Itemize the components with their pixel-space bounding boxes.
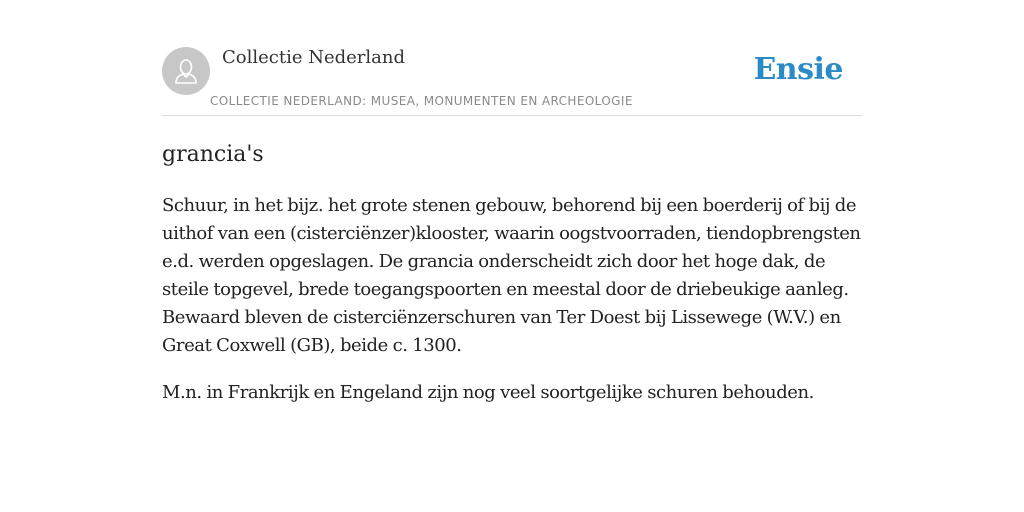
header bbox=[162, 0, 862, 116]
user-silhouette-icon bbox=[162, 47, 210, 95]
article-body bbox=[162, 192, 862, 426]
article-paragraph: Schuur, in het bijz. het grote stenen gebouw, behorend bij een boerderij of bij de uithof van een (cisterciënzer)klooster, waarin oogstvoorraden, tiendopbrengsten e.d. werden opgeslagen. De grancia onderscheidt zich door het hoge dak, de steile topgevel, brede toegangspoorten en meestal door de driebeukige aanleg. Bewaard bleven de cisterciënzerschuren van Ter Doest bij Lissewege (W.V.) en Great Coxwell (GB), beide c. 1300. bbox=[162, 195, 861, 356]
page-container bbox=[162, 0, 862, 512]
author-subtitle: COLLECTIE NEDERLAND: MUSEA, MONUMENTEN EN ARCHEOLOGIE bbox=[210, 94, 633, 108]
ensie-logo[interactable]: Ensie bbox=[753, 52, 843, 87]
page-title: grancia's bbox=[162, 142, 264, 167]
author-link[interactable]: Collectie Nederland bbox=[222, 47, 406, 68]
avatar[interactable] bbox=[162, 47, 210, 95]
article-paragraph: M.n. in Frankrijk en Engeland zijn nog veel soortgelijke schuren behouden. bbox=[162, 382, 814, 403]
